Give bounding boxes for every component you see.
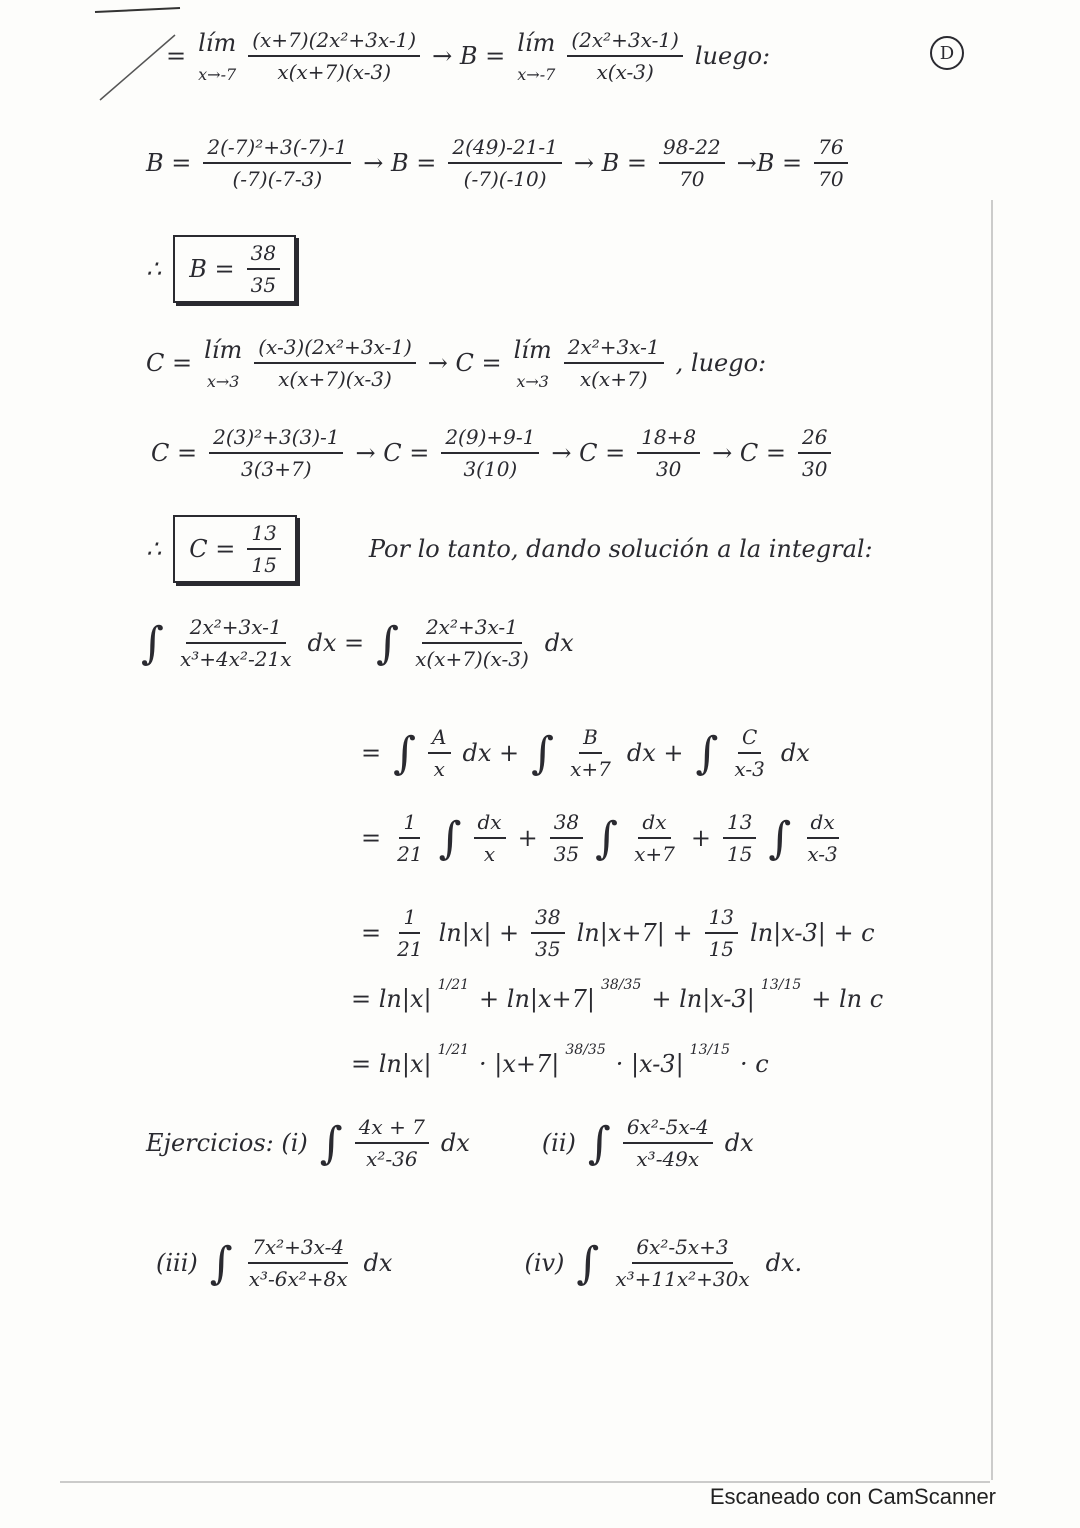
limit-label: lím — [513, 335, 552, 364]
numerator: dx — [807, 810, 839, 839]
math-text: ln|x| + — [438, 919, 520, 947]
limit — [198, 29, 236, 84]
denominator: x(x+7)(x-3) — [277, 60, 391, 84]
denominator: 21 — [397, 842, 423, 866]
fraction — [428, 725, 450, 781]
math-text: dx + — [462, 739, 520, 767]
fraction — [247, 241, 280, 297]
denominator: x — [433, 757, 445, 781]
math-text: + ln c — [811, 985, 884, 1013]
math-text: ∴ — [146, 255, 162, 283]
numerator: 38 — [550, 810, 583, 839]
math-line — [355, 905, 881, 961]
page-marker: D — [930, 36, 964, 70]
numerator: 2x²+3x-1 — [564, 335, 664, 364]
numerator: dx — [474, 810, 506, 839]
math-text: B = — [146, 149, 192, 177]
exponent: 13/15 — [760, 977, 802, 993]
math-text: → B = — [573, 149, 647, 177]
math-text: C = — [189, 535, 236, 563]
numerator: B — [579, 725, 602, 754]
limit — [514, 336, 552, 391]
math-text: → B = — [432, 42, 506, 70]
numerator: C — [738, 725, 761, 754]
math-line — [140, 335, 772, 391]
math-text: → C = — [551, 439, 626, 467]
math-text: B = — [189, 255, 235, 283]
math-text: Por lo tanto, dando solución a la integral: — [368, 535, 873, 563]
exponent: 38/35 — [601, 977, 642, 993]
fraction — [393, 810, 426, 866]
math-text: dx — [363, 1249, 393, 1277]
fraction — [637, 425, 700, 481]
denominator: 15 — [708, 937, 735, 961]
denominator: 70 — [818, 167, 844, 191]
numerator: 1 — [399, 905, 420, 934]
numerator: 13 — [247, 521, 280, 550]
numerator: 2x²+3x-1 — [422, 615, 522, 644]
numerator: 13 — [723, 810, 756, 839]
math-text: , luego: — [675, 349, 767, 377]
math-text: dx + — [626, 739, 684, 767]
math-text: dx. — [765, 1249, 803, 1277]
math-text: · c — [740, 1050, 769, 1078]
numerator: (2x²+3x-1) — [567, 28, 683, 57]
limit — [204, 336, 242, 391]
fraction — [474, 810, 506, 866]
math-line — [145, 425, 837, 481]
fraction — [566, 725, 615, 781]
numerator: 1 — [399, 810, 420, 839]
fraction — [248, 28, 420, 84]
math-line — [355, 810, 848, 866]
limit-label: lím — [198, 28, 237, 57]
numerator: 18+8 — [637, 425, 700, 454]
denominator: 30 — [655, 457, 682, 481]
denominator: x(x+7)(x-3) — [278, 367, 392, 391]
numerator: 2(3)²+3(3)-1 — [209, 425, 343, 454]
denominator: x+7 — [634, 842, 675, 866]
numerator: 38 — [247, 241, 280, 270]
denominator: (-7)(-10) — [463, 167, 547, 191]
numerator: 7x²+3x-4 — [248, 1235, 348, 1264]
fraction — [393, 905, 426, 961]
denominator: 3(10) — [463, 457, 518, 481]
math-text: = — [166, 42, 187, 70]
denominator: x³+4x²-21x — [179, 647, 292, 671]
math-text: →B = — [736, 149, 803, 177]
integral-sign: ∫ — [209, 1237, 233, 1289]
math-line — [140, 515, 879, 583]
denominator: x(x+7) — [579, 367, 648, 391]
fraction — [550, 810, 583, 866]
exponent: 13/15 — [689, 1042, 731, 1058]
integral-sign: ∫ — [531, 727, 555, 779]
math-line — [140, 135, 854, 191]
numerator: 4x + 7 — [355, 1115, 429, 1144]
fraction — [203, 135, 351, 191]
math-line — [150, 1235, 808, 1291]
fraction — [254, 335, 416, 391]
denominator: 70 — [679, 167, 705, 191]
math-text: · |x-3| — [615, 1050, 684, 1078]
denominator: 35 — [250, 273, 277, 297]
numerator: 2(-7)²+3(-7)-1 — [203, 135, 351, 164]
numerator: (x+7)(2x²+3x-1) — [248, 28, 420, 57]
fraction — [531, 905, 564, 961]
math-text: (iii) — [156, 1249, 198, 1277]
fraction — [611, 1235, 753, 1291]
math-text: C = — [151, 439, 198, 467]
integral-sign: ∫ — [141, 617, 164, 669]
denominator: 35 — [535, 937, 561, 961]
math-text: → C = — [355, 439, 430, 467]
math-text: C = — [146, 349, 193, 377]
math-text: = ln|x| — [351, 985, 432, 1013]
math-text: dx — [780, 739, 810, 767]
math-text: (iv) — [524, 1249, 565, 1277]
fraction — [567, 28, 683, 84]
math-text: + — [690, 824, 711, 852]
math-text: (ii) — [541, 1129, 576, 1157]
numerator: A — [428, 725, 450, 754]
numerator: (x-3)(2x²+3x-1) — [254, 335, 416, 364]
math-text: dx — [440, 1129, 470, 1157]
fraction — [441, 425, 539, 481]
math-text: dx — [544, 629, 574, 657]
math-text: ln|x+7| + — [576, 919, 693, 947]
fraction — [176, 615, 296, 671]
limit-subscript: x→-7 — [198, 64, 237, 84]
math-line — [345, 1042, 775, 1078]
limit — [517, 29, 555, 84]
fraction — [247, 521, 280, 577]
exponent: 38/35 — [565, 1042, 606, 1058]
fraction — [705, 905, 738, 961]
limit-subscript: x→-7 — [517, 64, 556, 84]
numerator: 13 — [705, 905, 738, 934]
denominator: x³+11x²+30x — [615, 1267, 750, 1291]
math-text: → C = — [712, 439, 786, 467]
math-text: → C = — [427, 349, 502, 377]
denominator: x(x-3) — [596, 60, 654, 84]
fraction — [355, 1115, 429, 1171]
numerator: 76 — [814, 135, 847, 164]
math-line — [160, 28, 776, 84]
integral-sign: ∫ — [393, 727, 417, 779]
denominator: x(x+7)(x-3) — [415, 647, 529, 671]
denominator: x — [483, 842, 496, 866]
numerator: dx — [638, 810, 670, 839]
math-text: Ejercicios: (i) — [146, 1129, 308, 1157]
integral-sign: ∫ — [376, 617, 400, 669]
numerator: 2x²+3x-1 — [186, 615, 286, 644]
math-text: = — [361, 919, 382, 947]
denominator: x³-49x — [636, 1147, 700, 1171]
math-line — [140, 1115, 760, 1171]
denominator: x-3 — [807, 842, 838, 866]
math-text: + ln|x+7| — [479, 985, 595, 1013]
math-text: = — [361, 824, 382, 852]
integral-sign: ∫ — [768, 812, 792, 864]
integral-sign: ∫ — [587, 1117, 611, 1169]
math-text: ∴ — [146, 535, 162, 563]
math-text: dx = — [307, 629, 365, 657]
exponent: 1/21 — [437, 977, 470, 993]
scanner-watermark: Escaneado con CamScanner — [709, 1484, 996, 1509]
denominator: 35 — [553, 842, 580, 866]
integral-sign: ∫ — [576, 1237, 600, 1289]
denominator: 21 — [397, 937, 423, 961]
denominator: 15 — [726, 842, 753, 866]
fraction — [730, 725, 768, 781]
denominator: x²-36 — [366, 1147, 418, 1171]
numerator: 2(49)-21-1 — [448, 135, 561, 164]
math-text: = — [361, 739, 382, 767]
fraction — [564, 335, 664, 391]
fraction — [448, 135, 561, 191]
limit-label: lím — [517, 28, 556, 57]
fraction — [814, 135, 847, 191]
denominator: 30 — [801, 457, 828, 481]
denominator: 3(3+7) — [241, 457, 312, 481]
math-text: luego: — [694, 42, 771, 70]
numerator: 2(9)+9-1 — [441, 425, 539, 454]
math-text: = ln|x| — [351, 1050, 432, 1078]
numerator: 26 — [798, 425, 831, 454]
denominator: x³-6x²+8x — [248, 1267, 348, 1291]
fraction — [803, 810, 841, 866]
fraction — [630, 810, 679, 866]
math-text: ln|x-3| + c — [750, 919, 875, 947]
limit-label: lím — [204, 335, 243, 364]
exponent: 1/21 — [437, 1042, 470, 1058]
math-text: + — [517, 824, 538, 852]
fraction — [411, 615, 533, 671]
math-text: → B = — [363, 149, 437, 177]
limit-subscript: x→3 — [516, 371, 549, 391]
numerator: 6x²-5x-4 — [623, 1115, 713, 1144]
numerator: 98-22 — [659, 135, 725, 164]
math-text: · |x+7| — [479, 1050, 560, 1078]
fraction — [723, 810, 756, 866]
limit-subscript: x→3 — [206, 371, 240, 391]
boxed-result — [173, 235, 296, 303]
fraction — [623, 1115, 713, 1171]
fraction — [798, 425, 831, 481]
denominator: x-3 — [734, 757, 765, 781]
math-line — [140, 235, 302, 303]
math-text: dx — [724, 1129, 754, 1157]
fraction — [209, 425, 343, 481]
math-text: + ln|x-3| — [651, 985, 755, 1013]
math-line — [345, 977, 889, 1013]
integral-sign: ∫ — [438, 812, 462, 864]
denominator: 15 — [251, 553, 277, 577]
denominator: (-7)(-7-3) — [232, 167, 323, 191]
fraction — [245, 1235, 352, 1291]
numerator: 6x²-5x+3 — [632, 1235, 732, 1264]
integral-sign: ∫ — [595, 812, 619, 864]
denominator: x+7 — [570, 757, 611, 781]
math-line — [355, 725, 816, 781]
integral-sign: ∫ — [319, 1117, 343, 1169]
math-line — [135, 615, 580, 671]
numerator: 38 — [531, 905, 564, 934]
integral-sign: ∫ — [695, 727, 719, 779]
boxed-result — [173, 515, 297, 583]
fraction — [659, 135, 725, 191]
